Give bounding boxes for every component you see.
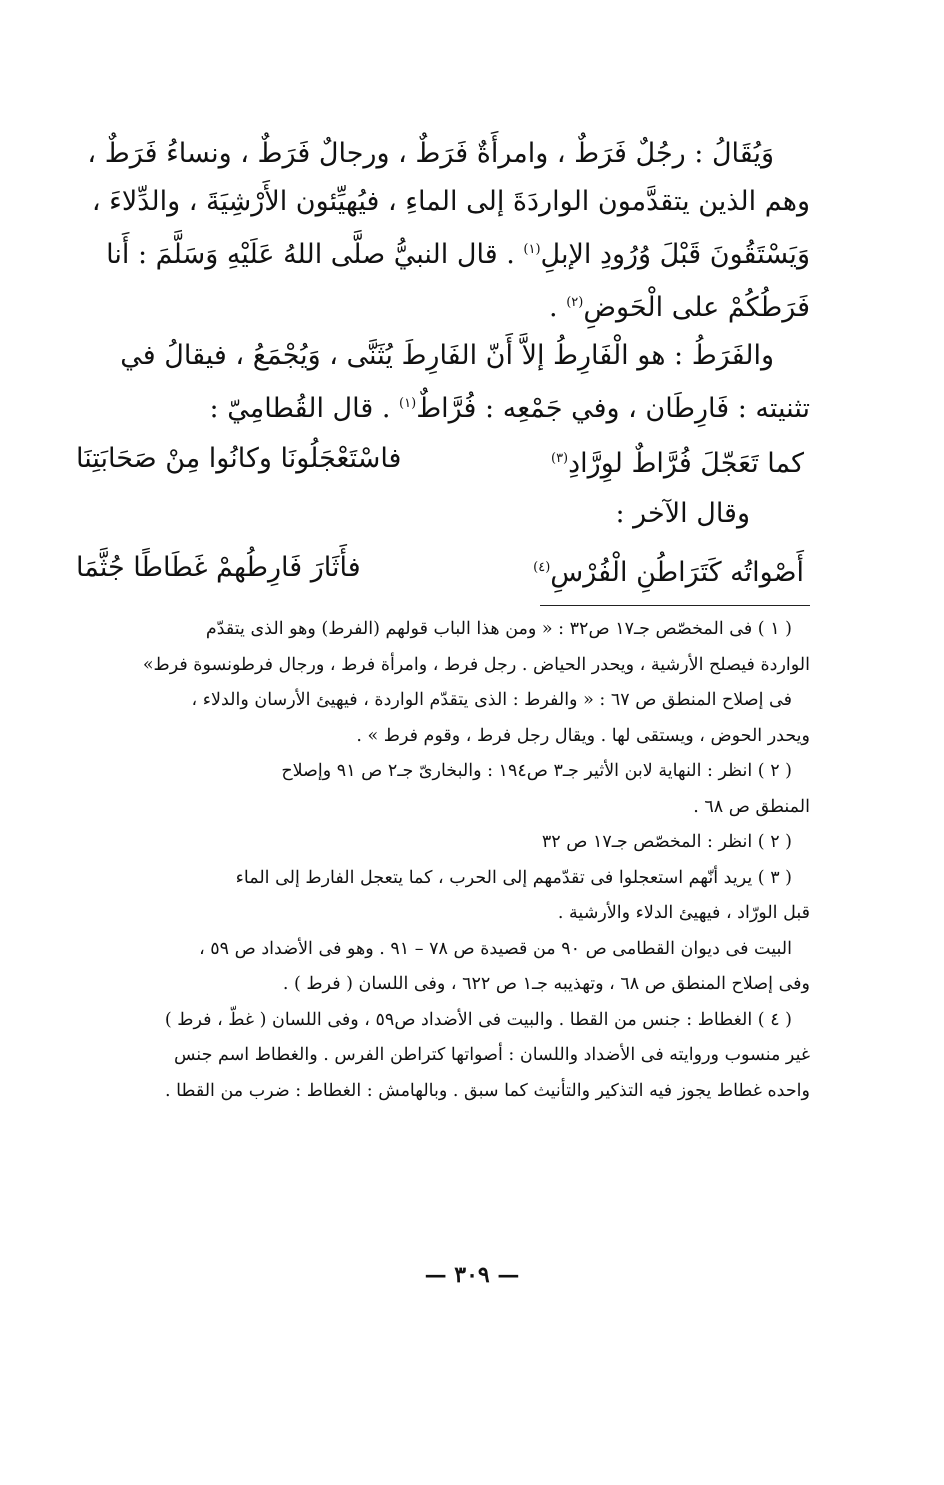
footnote-line-7: ( ٢ ) انظر : المخصّص جـ١٧ ص ٣٢ [541,832,792,852]
verse-2 [70,542,810,599]
footnote-ref-1b: (١) [399,396,417,411]
footnote-line-1: ( ١ ) فى المخصّص جـ١٧ ص٣٢ : « ومن هذا الباب قولهم (الفرط) وهو الذى يتقدّم [205,619,792,639]
verse-1-second-hemistich [551,433,804,490]
text-line-5: والفَرَطُ : هو الْفَارِطُ إلاَّ أَنّ الفَارِطَ يُثَنَّى ، وَيُجْمَعُ ، فيقالُ في [120,340,774,371]
footnote-line-5: ( ٢ ) انظر : النهاية لابن الأثير جـ٣ ص١٩٤ : والبخارىّ جـ٢ ص ٩١ وإصلاح [281,761,792,781]
footnote-line-6: المنطق ص ٦٨ . [693,796,810,817]
footnote-line-10: البيت فى ديوان القطامى ص ٩٠ من قصيدة ص ٧٨ – ٩١ . وهو فى الأضداد ص ٥٩ ، [199,938,792,959]
page-body [70,130,810,1109]
intro-2: وقال الآخر : [615,498,750,529]
text-line-1: وَيُقَالُ : رجُلٌ فَرَطٌ ، وامرأَةٌ فَرَطٌ ، ورجالٌ فَرَطٌ ، ونساءُ فَرَطٌ ، [87,138,774,169]
text-line-3: وَيَسْتَقُونَ قَبْلَ وُرُودِ الإبلِ$^{(١)}$ . قال النبيُّ صلَّى اللهُ عَلَيْهِ وَسَلَّمَ : أَنا [106,239,810,270]
intro-2-wrap [70,490,810,538]
footnote-line-9: قبل الورّاد ، فيهيئ الدلاء والأرشية . [557,903,810,923]
verse-2-first-hemistich: فأَثَارَ فَارِطُهمْ غَطَاطًا جُثَّمَا [76,552,361,583]
footnote-line-11: وفى إصلاح المنطق ص ٦٨ ، وتهذيبه جـ١ ص ٦٢٢ ، وفى اللسان ( فرط ) . [282,974,810,994]
footnote-line-2: الواردة فيصلح الأرشية ، ويحدر الحياض . رجل فرط ، وامرأة فرط ، ورجال فرطونسوة فرط» [142,654,810,675]
verse-2-second-text: أَصْواتُه كَتَرَاطُنِ الْفُرْسِ [550,557,804,588]
verse-2-second-hemistich [533,542,804,599]
footnote-line-13: غير منسوب وروايته فى الأضداد واللسان : أصواتها كتراطن الفرس . والغطاط اسم جنس [174,1045,810,1065]
footnote-line-14: واحده غطاط يجوز فيه التذكير والتأنيث كما سبق . وبالهامش : الغطاط : ضرب من القطا . [165,1080,810,1101]
footnote-separator-wrap [70,605,810,606]
footnote-ref-4: (٤) [533,560,551,575]
footnote-line-4: ويحدر الحوض ، ويستقى لها . ويقال رجل فرط ، وقوم فرط » . [356,725,810,746]
footnote-ref-2: (٢) [566,295,584,310]
footnote-ref-3: (٣) [550,451,569,466]
verse-1 [70,433,810,490]
page-number: — ٣٠٩ — [424,1262,520,1288]
footnotes [70,612,810,1109]
verse-1-first-hemistich: فاسْتَعْجَلُونَا وكانُوا مِنْ صَحَابَتِنَا [76,443,402,474]
footnote-line-3: فى إصلاح المنطق ص ٦٧ : « والفرط : الذى يتقدّم الواردة ، فيهيئ الأرسان والدلاء ، [191,690,792,710]
text-line-2: وهم الذين يتقدَّمون الواردَةَ إلى الماءِ ، فيُهيِّئون الأَرْشِيَةَ ، والدِّلاءَ ، [91,186,810,217]
main-text [70,130,810,433]
verse-1-second-text: كما تَعَجّلَ فُرَّاطٌ لوِرَّادِ [568,448,804,479]
footnote-line-8: ( ٣ ) يريد أنّهم استعجلوا فى تقدّمهم إلى الحرب ، كما يتعجل الفارط إلى الماء [235,867,792,888]
text-line-4: فَرَطُكُمْ على الْحَوضِ$^{(٢)}$ . [549,292,810,323]
text-line-6: تثنيته : فَارِطَان ، وفي جَمْعِه : فُرَّاطٌ$^{(١)}$ . قال القُطامِيّ : [209,393,810,424]
footnote-line-12: ( ٤ ) الغطاط : جنس من القطا . والبيت فى الأضداد ص٥٩ ، وفى اللسان ( غطّ ، فرط ) [164,1009,792,1030]
footnote-ref-1: (١) [523,242,541,257]
footnote-separator [540,605,810,606]
